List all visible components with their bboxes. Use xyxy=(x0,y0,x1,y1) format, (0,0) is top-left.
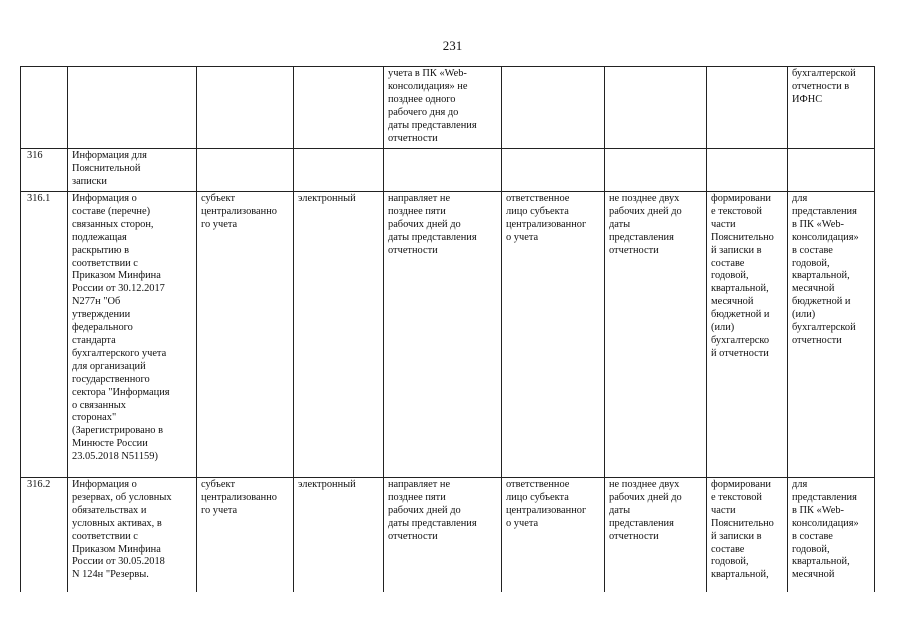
usage-cell: для представления в ПК «Web- консолидация» в составе годовой, квартальной, месячной xyxy=(788,478,875,593)
table-row xyxy=(21,67,875,149)
purpose-cell xyxy=(707,67,788,149)
responsible-subject-cell xyxy=(197,149,294,192)
format-cell: электронный xyxy=(294,478,384,593)
row-number xyxy=(21,67,68,149)
info-name-cell xyxy=(68,67,197,149)
deadline-cell: не позднее двух рабочих дней до даты представления отчетности xyxy=(605,192,707,478)
row-number: 316.2 xyxy=(21,478,68,593)
table-row xyxy=(21,192,875,478)
page-number: 231 xyxy=(442,38,463,53)
responsible-subject-cell: субъект централизованно го учета xyxy=(197,478,294,593)
table-row xyxy=(21,149,875,192)
executor-cell xyxy=(502,149,605,192)
responsible-subject-cell: субъект централизованно го учета xyxy=(197,192,294,478)
deadline-cell xyxy=(605,67,707,149)
info-name-cell: Информация для Пояснительной записки xyxy=(68,149,197,192)
action-deadline-cell xyxy=(384,149,502,192)
action-deadline-cell: учета в ПК «Web- консолидация» не позднее одного рабочего дня до даты представления отчетности xyxy=(384,67,502,149)
action-deadline-cell: направляет не позднее пяти рабочих дней до даты представления отчетности xyxy=(384,478,502,593)
purpose-cell xyxy=(707,149,788,192)
purpose-cell: формировани е текстовой части Пояснительно й записки в составе годовой, квартальной, месячной бюджетной и (или) бухгалтерско й отчетности xyxy=(707,192,788,478)
executor-cell: ответственное лицо субъекта централизованног о учета xyxy=(502,192,605,478)
format-cell xyxy=(294,149,384,192)
executor-cell: ответственное лицо субъекта централизованног о учета xyxy=(502,478,605,593)
info-name-cell: Информация о составе (перечне) связанных сторон, подлежащая раскрытию в соответствии с Приказом Минфина России от 30.12.2017 N277н "Об утверждении федерального стандарта бухгалтерского учета для организаций государственного сектора "Информация о связанных сторонах" (Зарегистрировано в Минюсте России 23.05.2018 N51159) xyxy=(68,192,197,478)
regulation-table xyxy=(20,66,875,592)
usage-cell xyxy=(788,149,875,192)
usage-cell: бухгалтерской отчетности в ИФНС xyxy=(788,67,875,149)
row-number: 316 xyxy=(21,149,68,192)
table-row xyxy=(21,478,875,593)
purpose-cell: формировани е текстовой части Пояснительно й записки в составе годовой, квартальной, xyxy=(707,478,788,593)
usage-cell: для представления в ПК «Web- консолидация» в составе годовой, квартальной, месячной бюджетной и (или) бухгалтерской отчетности xyxy=(788,192,875,478)
row-number: 316.1 xyxy=(21,192,68,478)
responsible-subject-cell xyxy=(197,67,294,149)
executor-cell xyxy=(502,67,605,149)
deadline-cell xyxy=(605,149,707,192)
info-name-cell: Информация о резервах, об условных обязательствах и условных активах, в соответствии с Приказом Минфина России от 30.05.2018 N 124н "Резервы. xyxy=(68,478,197,593)
format-cell xyxy=(294,67,384,149)
format-cell: электронный xyxy=(294,192,384,478)
action-deadline-cell: направляет не позднее пяти рабочих дней до даты представления отчетности xyxy=(384,192,502,478)
deadline-cell: не позднее двух рабочих дней до даты представления отчетности xyxy=(605,478,707,593)
